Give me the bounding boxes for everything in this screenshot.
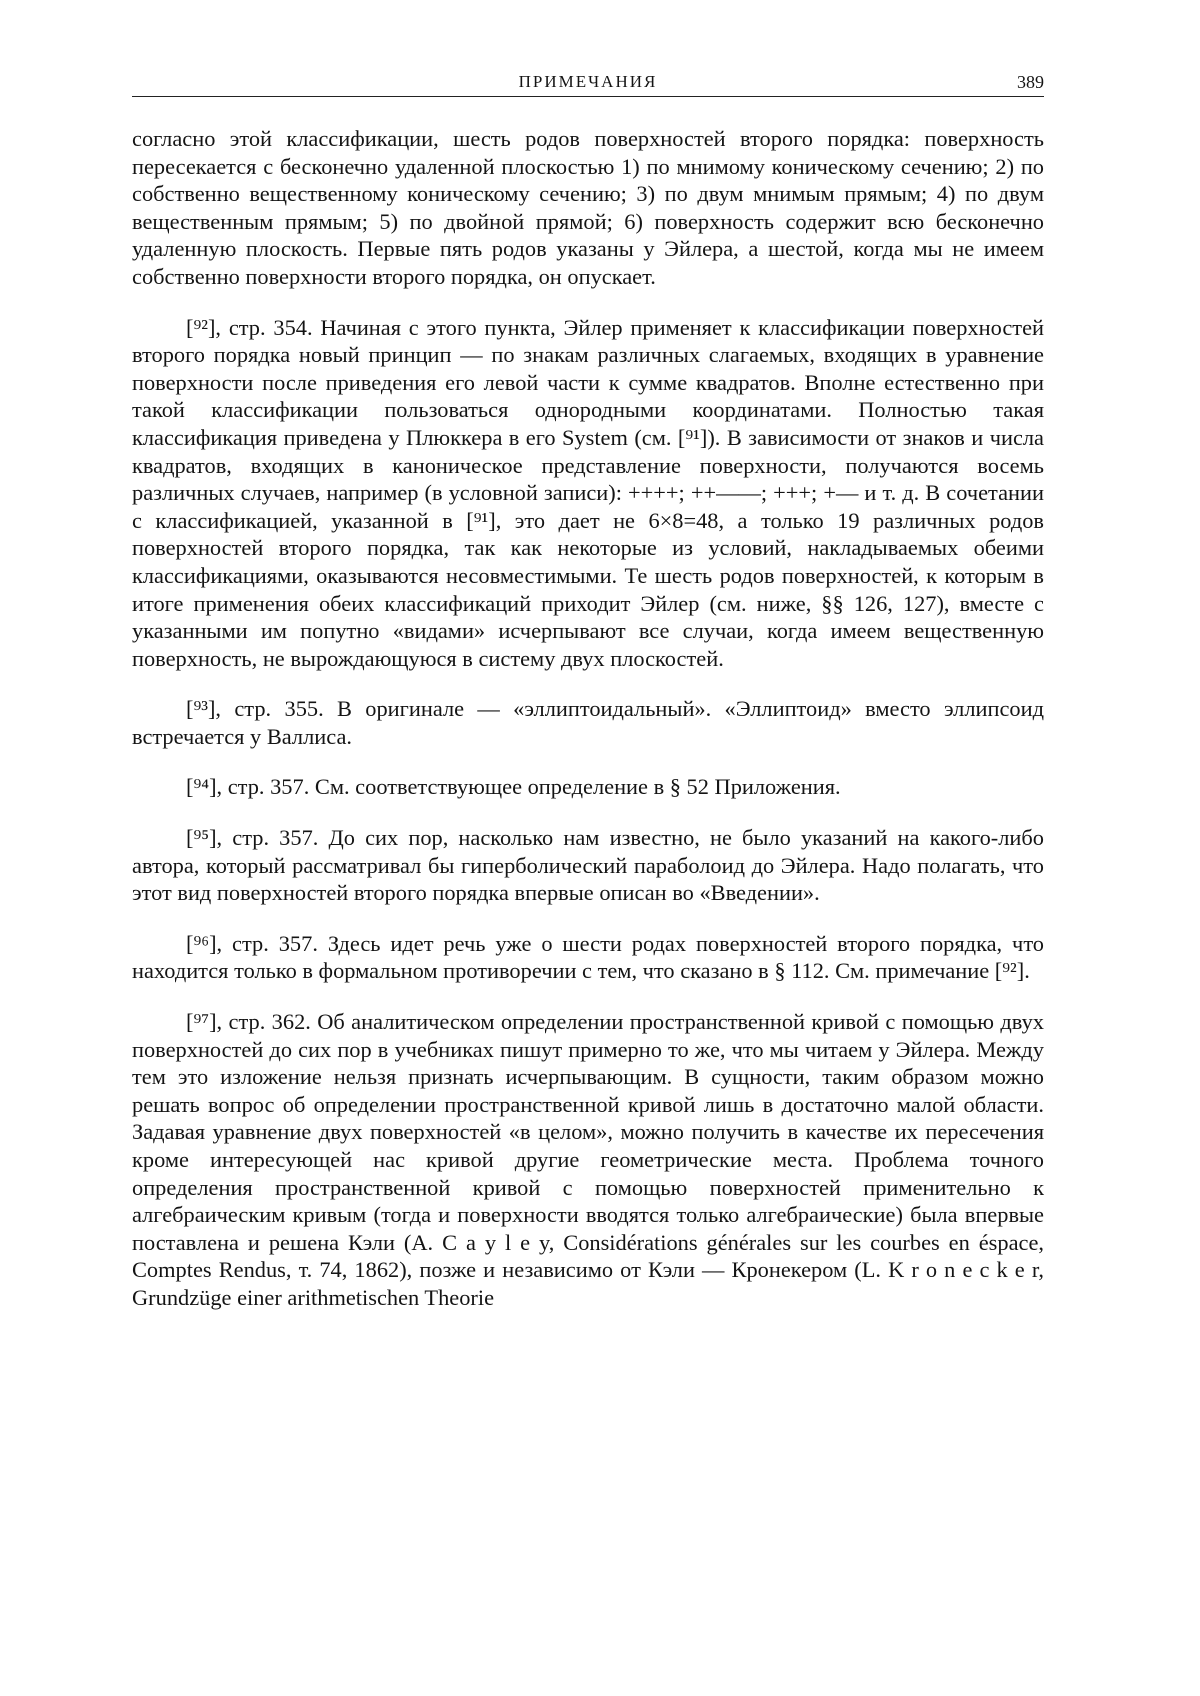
page-number: 389 — [1017, 72, 1044, 92]
note-96: [⁹⁶], стр. 357. Здесь идет речь уже о шести родах поверхностей второго порядка, что находится только в формальном противоречии с тем, что сказано в § 112. См. примечание [⁹²]. — [132, 930, 1044, 984]
running-head — [132, 66, 1044, 97]
paragraph-continuation: согласно этой классификации, шесть родов поверхностей второго порядка: поверхность пересекается с бесконечно удаленной плоскостью 1) по мнимому коническому сечению; 2) по собственно вещественному коническому сечению; 3) по двум мнимым прямым; 4) по двум вещественным прямым; 5) по двойной прямой; 6) поверхность содержит всю бесконечно удаленную плоскость. Первые пять родов указаны у Эйлера, а шестой, когда мы не имеем собственно поверхности второго порядка, он опускает. — [132, 126, 1044, 289]
note-97: [⁹⁷], стр. 362. Об аналитическом определении пространственной кривой с помощью двух поверхностей до сих пор в учебниках пишут примерно то же, что мы читаем у Эйлера. Между тем это изложение нельзя признать исчерпывающим. В сущности, таким образом можно решать вопрос об определении пространственной кривой лишь в достаточно малой области. Задавая уравнение двух поверхностей «в целом», можно получить в качестве их пересечения кроме интересующей нас кривой другие геометрические места. Проблема точного определения пространственной кривой с помощью поверхностей применительно к алгебраическим кривым (тогда и поверхности вводятся только алгебраические) была впервые поставлена и решена Кэли (A. C a y l e y, Considérations générales sur les courbes en éspace, Comptes Rendus, т. 74, 1862), позже и независимо от Кэли — Кронекером (L. K r o n e c k e r, Grundzüge einer arithmetischen Theorie — [132, 1009, 1044, 1310]
note-93: [⁹³], стр. 355. В оригинале — «эллиптоидальный». «Эллиптоид» вместо эллипсоид встречается у Валлиса. — [132, 696, 1044, 749]
page — [132, 66, 1044, 1312]
running-title: ПРИМЕЧАНИЯ — [518, 72, 658, 91]
note-94: [⁹⁴], стр. 357. См. соответствующее определение в § 52 Приложения. — [186, 774, 841, 800]
note-92: [⁹²], стр. 354. Начиная с этого пункта, Эйлер применяет к классификации поверхностей второго порядка новый принцип — по знакам различных слагаемых, входящих в уравнение поверхности после приведения его левой части к сумме квадратов. Вполне естественно при такой классификации пользоваться однородными координатами. Полностью такая классификация приведена у Плюккера в его System (см. [⁹¹]). В зависимости от знаков и числа квадратов, входящих в каноническое представление поверхности, получаются восемь различных случаев, например (в условной записи): ++++; ++——; +++; +— и т. д. В сочетании с классификацией, указанной в [⁹¹], это дает не 6×8=48, а только 19 различных родов поверхностей второго порядка, так как некоторые из условий, накладываемых обеими классификациями, оказываются несовместимыми. Те шесть родов поверхностей, к которым в итоге применения обеих классификаций приходит Эйлер (см. ниже, §§ 126, 127), вместе с указанными им попутно «видами» исчерпывают все случаи, когда имеем вещественную поверхность, не вырождающуюся в систему двух плоскостей. — [132, 314, 1044, 671]
note-95: [⁹⁵], стр. 357. До сих пор, насколько нам известно, не было указаний на какого-либо автора, который рассматривал бы гиперболический параболоид до Эйлера. Надо полагать, что этот вид поверхностей второго порядка впервые описан во «Введении». — [132, 825, 1044, 906]
